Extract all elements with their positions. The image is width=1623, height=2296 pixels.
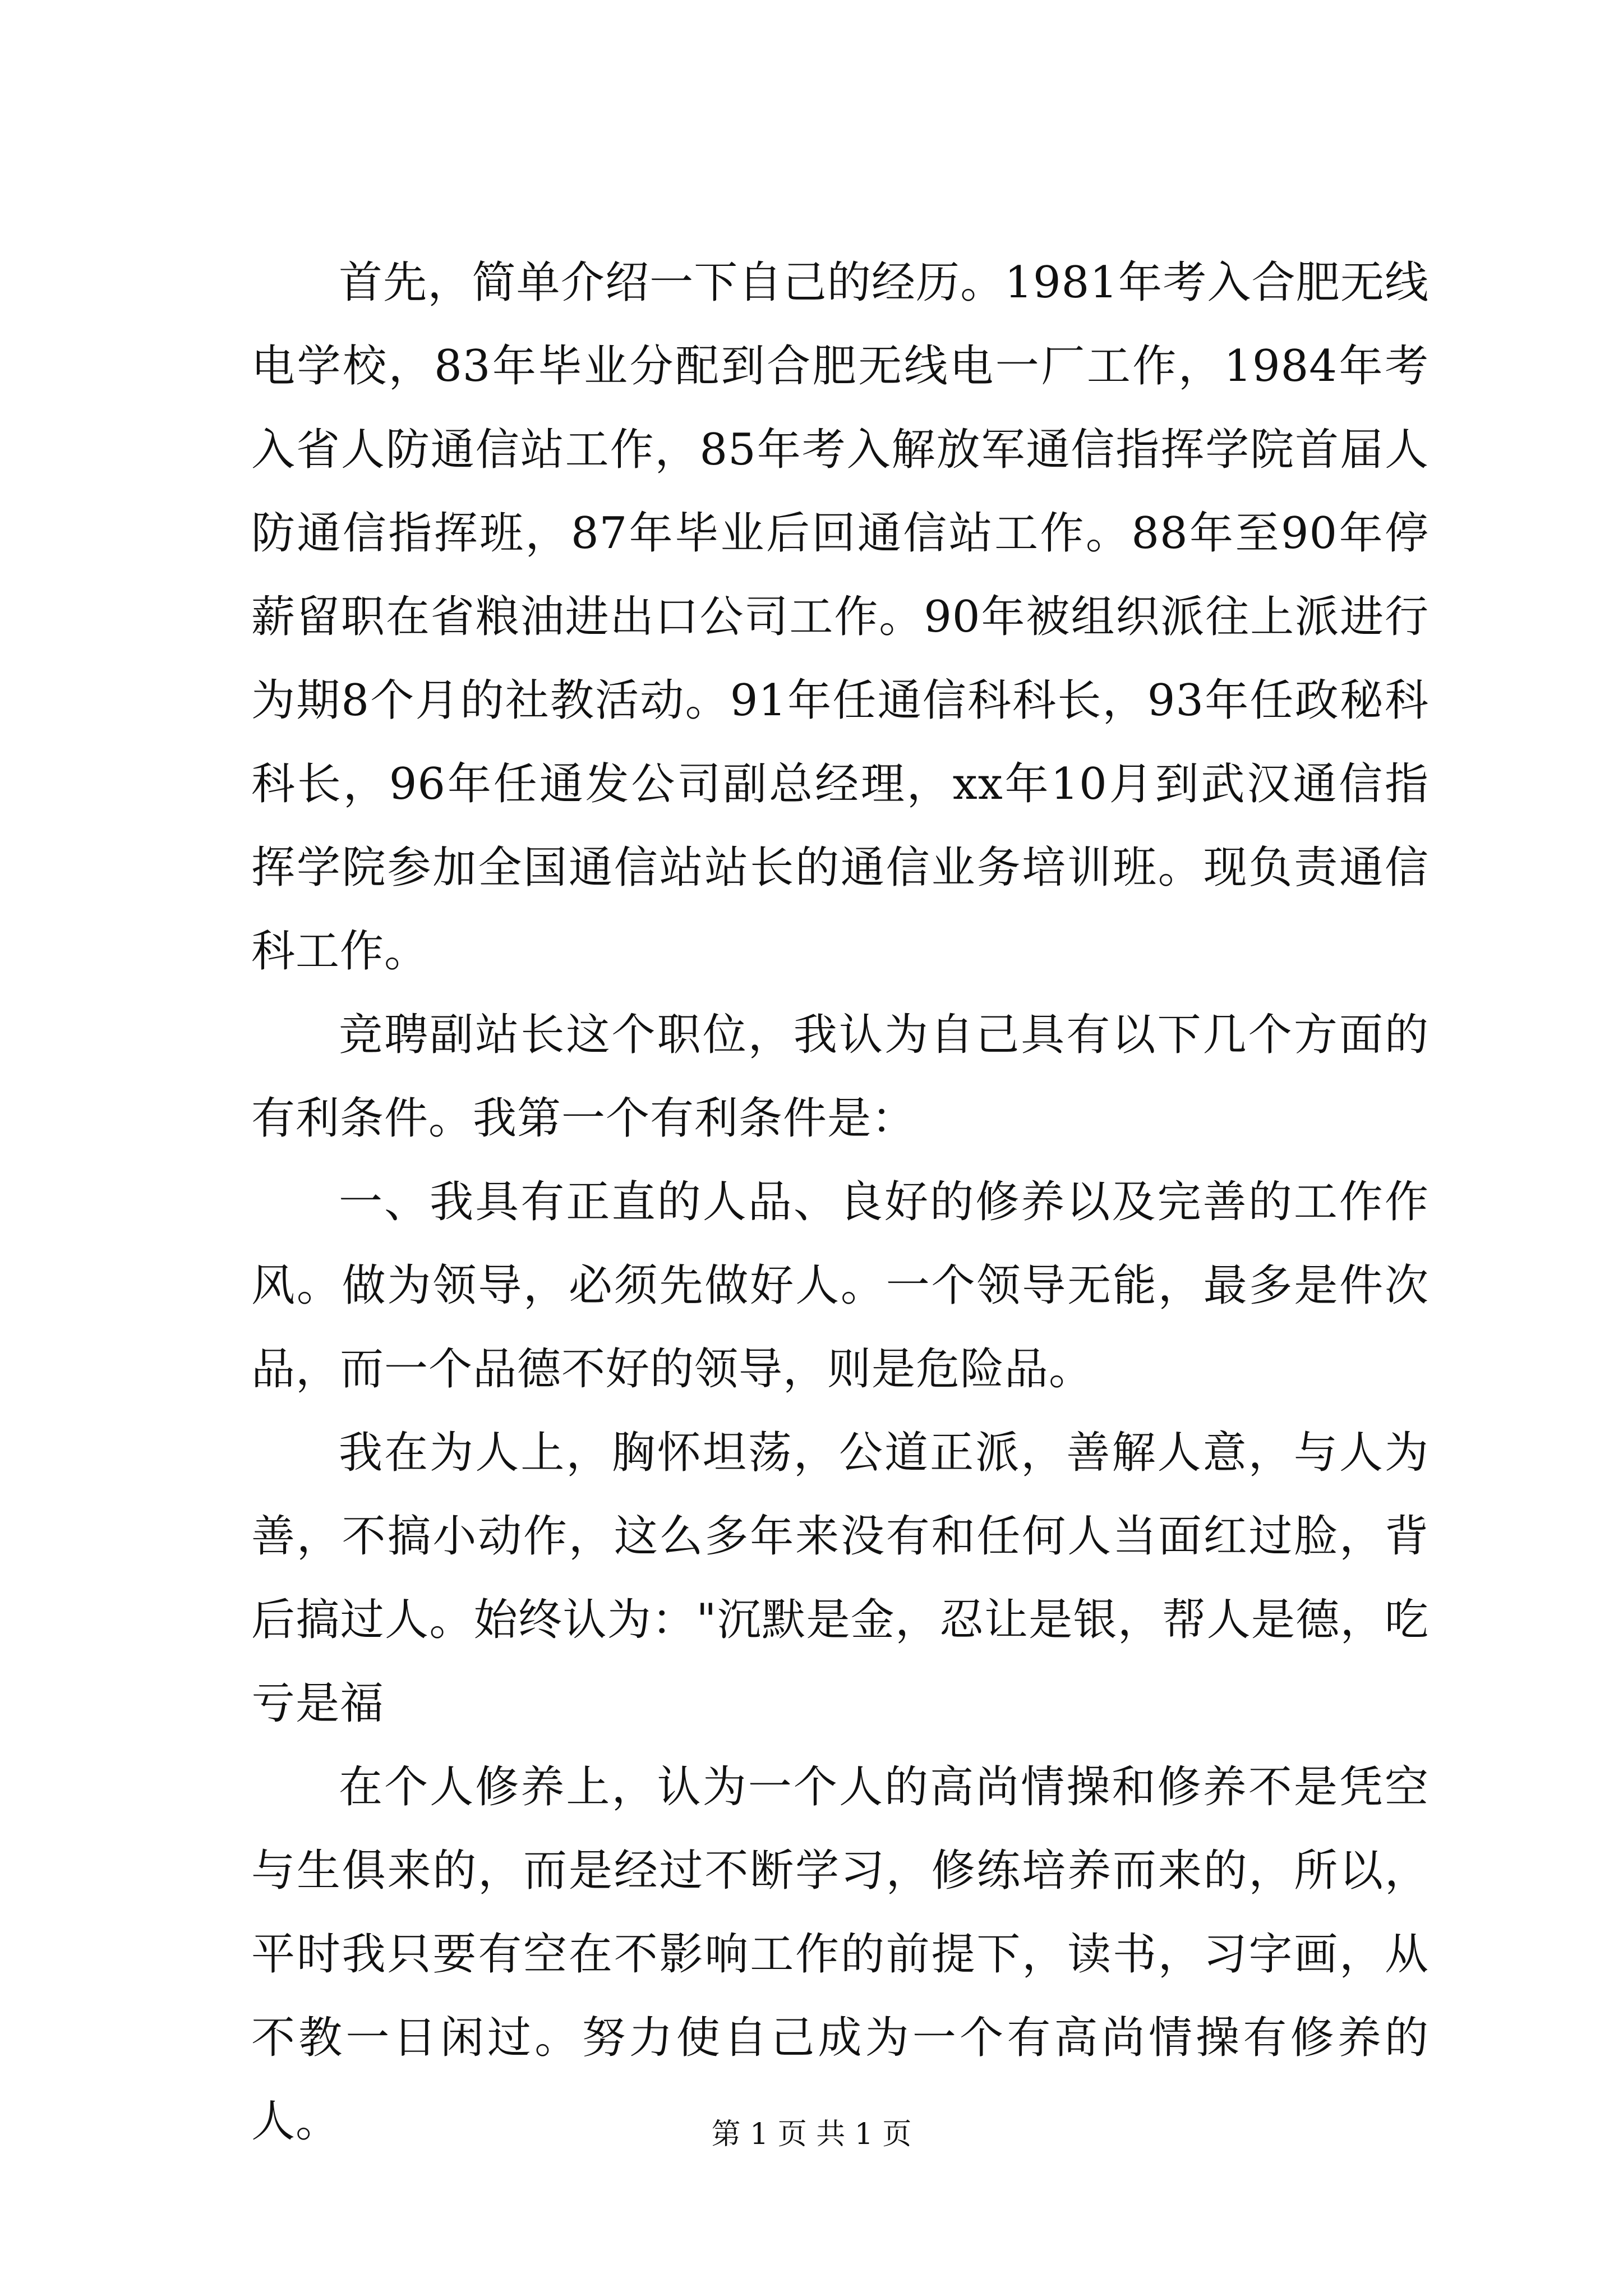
paragraph-condition-one: 一、我具有正直的人品、良好的修养以及完善的工作作风。做为领导，必须先做好人。一个领导无能，最多是件次品，而一个品德不好的领导，则是危险品。: [251, 1177, 1429, 1395]
paragraph-conditions-intro: 竞聘副站长这个职位，我认为自己具有以下几个方面的有利条件。我第一个有利条件是：: [251, 1010, 1429, 1144]
paragraph-personality: 我在为人上，胸怀坦荡，公道正派，善解人意，与人为善，不搞小动作，这么多年来没有和任何人当面红过脸，背后搞过人。始终认为："沉默是金，忍让是银，帮人是德，吃亏是福: [251, 1428, 1429, 1729]
paragraph-experience: 首先，简单介绍一下自己的经历。1981年考入合肥无线电学校，83年毕业分配到合肥无线电一厂工作，1984年考入省人防通信站工作，85年考入解放军通信指挥学院首届人防通信指挥班，87年毕业后回通信站工作。88年至90年停薪留职在省粮油进出口公司工作。90年被组织派往上派进行为期8个月的社教活动。91年任通信科科长，93年任政秘科科长，96年任通发公司副总经理，xx年10月到武汉通信指挥学院参加全国通信站站长的通信业务培训班。现负责通信科工作。: [251, 257, 1429, 977]
page-footer: 第 1 页 共 1 页: [711, 2118, 912, 2151]
paragraph-self-cultivation: 在个人修养上，认为一个人的高尚情操和修养不是凭空与生俱来的，而是经过不断学习，修练培养而来的，所以，平时我只要有空在不影响工作的前提下，读书，习字画，从不教一日闲过。努力使自己成为一个有高尚情操有修养的人。: [251, 1762, 1429, 2147]
document-body: [251, 241, 1429, 2164]
